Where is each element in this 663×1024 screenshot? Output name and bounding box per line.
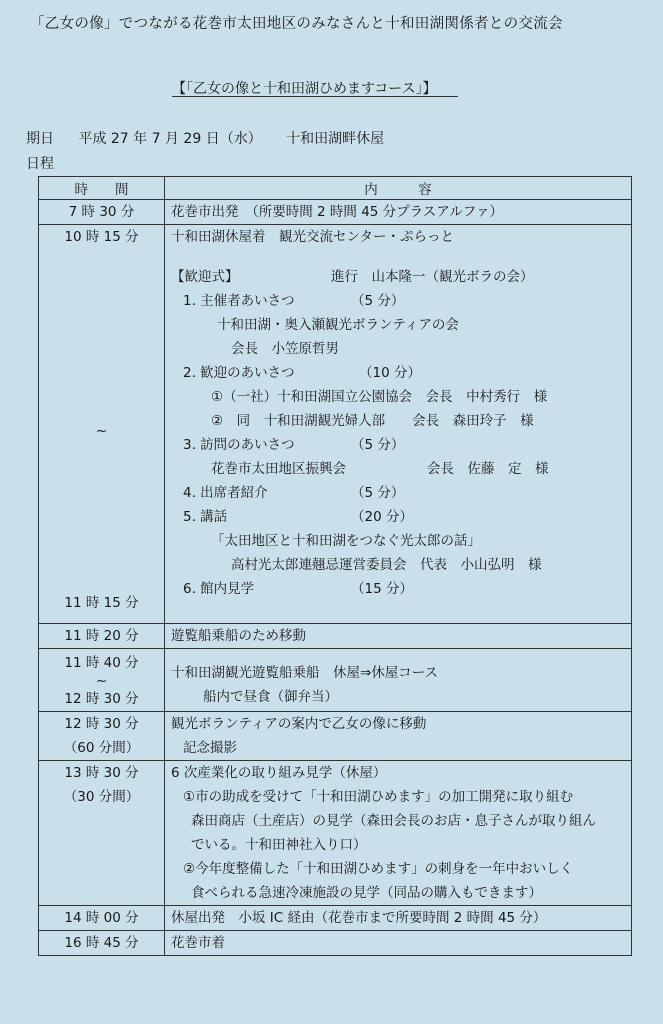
time-cell: 12 時 30 分	[64, 716, 139, 732]
content-line: 船内で昼食（御弁当）	[203, 689, 338, 705]
course-name: 【「乙女の像と十和田湖ひめますコース」】	[172, 81, 437, 97]
content-line: ①（一社）十和田湖国立公園協会 会長 中村秀行 様	[211, 389, 548, 405]
duration-cell: （60 分間）	[63, 740, 140, 756]
content-line: 観光ボランティアの案内で乙女の像に移動	[171, 716, 427, 732]
program-duration: （10 分）	[359, 365, 421, 381]
content-cell: 花巻市出発 （所要時間 2 時間 45 分プラスアルファ）	[171, 204, 503, 220]
table-row	[39, 649, 632, 712]
content-line: 記念撮影	[183, 740, 237, 756]
program-item: 4. 出席者紹介	[183, 485, 268, 501]
table-row	[39, 200, 632, 225]
course-underline	[172, 96, 458, 97]
date-value: 平成 27 年 7 月 29 日（水）	[78, 131, 262, 147]
program-duration: （20 分）	[351, 509, 413, 525]
time-cell: 16 時 45 分	[64, 935, 139, 951]
program-item: 5. 講話	[183, 509, 228, 525]
duration-cell: （30 分間）	[63, 789, 140, 805]
program-duration: （5 分）	[351, 293, 405, 309]
time-start: 11 時 40 分	[64, 655, 139, 671]
header-time: 時 間	[39, 177, 165, 200]
table-row	[39, 712, 632, 761]
date-line	[26, 128, 384, 148]
content-line: 森田商店（土産店）の見学（森田会長のお店・息子さんが取り組ん	[191, 813, 596, 829]
table-header	[39, 177, 632, 200]
content-line: ②今年度整備した「十和田湖ひめます」の刺身を一年中おいしく	[183, 861, 574, 877]
place-value: 十和田湖畔休屋	[286, 131, 385, 147]
content-line: 十和田湖・奥入瀬観光ボランティアの会	[217, 317, 459, 333]
schedule-table	[38, 176, 632, 956]
time-cell: 14 時 00 分	[64, 910, 139, 926]
program-item: 3. 訪問のあいさつ	[183, 437, 295, 453]
ceremony-heading: 【歓迎式】	[171, 269, 239, 285]
content-line: ①市の助成を受けて「十和田湖ひめます」の加工開発に取り組む	[183, 789, 574, 805]
schedule-label: 日程	[26, 156, 54, 172]
time-tilde: ~	[95, 423, 108, 439]
table-row	[39, 906, 632, 931]
table-row	[39, 225, 632, 624]
program-item: 2. 歓迎のあいさつ	[183, 365, 295, 381]
content-line: でいる。十和田神社入り口）	[191, 837, 367, 853]
content-line: 十和田湖休屋着 観光交流センター・ぷらっと	[171, 229, 454, 245]
document-title: 「乙女の像」でつながる花巻市太田地区のみなさんと十和田湖関係者との交流会	[30, 16, 563, 32]
table-row	[39, 624, 632, 649]
content-line: 「太田地区と十和田湖をつなぐ光太郎の話」	[211, 533, 481, 549]
content-line: 十和田湖観光遊覧船乗船 休屋⇒休屋コース	[171, 665, 439, 681]
mc-text: 進行 山本隆一（観光ボラの会）	[331, 269, 534, 285]
time-cell: 13 時 30 分	[64, 765, 139, 781]
content-line: 高村光太郎連翹忌運営委員会 代表 小山弘明 様	[231, 557, 542, 573]
content-cell: 休屋出発 小坂 IC 経由（花巻市まで所要時間 2 時間 45 分）	[171, 910, 547, 926]
program-duration: （5 分）	[351, 485, 405, 501]
time-end: 11 時 15 分	[64, 595, 139, 611]
time-cell: 7 時 30 分	[68, 204, 135, 220]
content-line: ② 同 十和田湖観光婦人部 会長 森田玲子 様	[211, 413, 534, 429]
time-end: 12 時 30 分	[64, 691, 139, 707]
time-start: 10 時 15 分	[64, 229, 139, 245]
ceremony-line	[171, 265, 631, 289]
content-line: 花巻市太田地区振興会 会長 佐藤 定 様	[211, 461, 549, 477]
program-duration: （5 分）	[351, 437, 405, 453]
content-line: 6 次産業化の取り組み見学（休屋）	[171, 765, 387, 781]
content-cell: 花巻市着	[171, 935, 225, 951]
table-row	[39, 931, 632, 956]
content-cell: 遊覧船乗船のため移動	[171, 628, 306, 644]
time-cell: 11 時 20 分	[64, 628, 139, 644]
content-line: 食べられる急速冷凍施設の見学（同品の購入もできます）	[191, 885, 542, 901]
table-row	[39, 761, 632, 906]
time-tilde: ~	[95, 673, 108, 689]
date-label: 期日	[26, 131, 54, 147]
program-duration: （15 分）	[351, 581, 413, 597]
program-item: 1. 主催者あいさつ	[183, 293, 295, 309]
program-item: 6. 館内見学	[183, 581, 255, 597]
content-line: 会長 小笠原哲男	[231, 341, 339, 357]
header-content: 内 容	[165, 177, 632, 200]
